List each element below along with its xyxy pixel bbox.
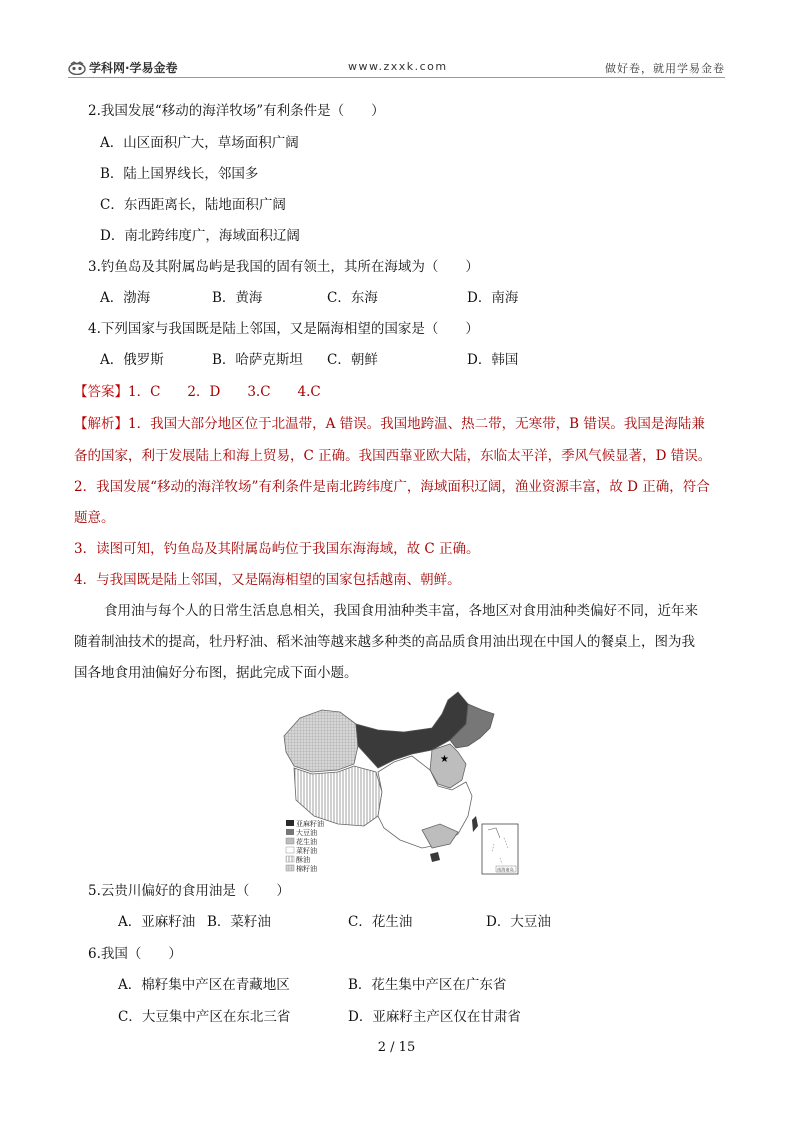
page-number: 2 / 15: [377, 1040, 416, 1055]
q4-stem: 4.下列国家与我国既是陆上邻国，又是隔海相望的国家是（ ）: [88, 321, 479, 337]
q3-option-d: D．南海: [467, 290, 519, 306]
q5-stem: 5.云贵川偏好的食用油是（ ）: [88, 883, 290, 899]
legend-rapeseed: 菜籽油: [296, 847, 317, 855]
q3-option-c: C．东海: [327, 290, 378, 306]
region-taiwan: [472, 816, 478, 832]
intro-line-1: 食用油与每个人的日常生活息息相关，我国食用油种类丰富，各地区对食用油种类偏好不同，近年来: [104, 603, 698, 619]
q4-option-a: A．俄罗斯: [100, 352, 164, 368]
q2-option-d: D．南北跨纬度广，海域面积辽阔: [100, 228, 300, 244]
south-china-sea-inset: [482, 824, 518, 874]
page-header: [68, 57, 725, 78]
inset-label: 南海诸岛: [497, 867, 514, 872]
region-xinjiang: [284, 710, 358, 772]
analysis-text-1: 1．我国大部分地区位于北温带，A 错误。我国地跨温、热二带，无寒带，B 错误。我国是海陆兼: [128, 416, 705, 432]
q4-option-d: D．韩国: [467, 352, 519, 368]
q5-option-d: D．大豆油: [486, 914, 551, 930]
q4-option-c: C．朝鲜: [327, 352, 378, 368]
q6-option-c: C．大豆集中产区在东北三省: [118, 1009, 291, 1025]
brand-name: 学科网·学易金卷: [89, 61, 178, 75]
legend-cottonseed: 棉籽油: [296, 865, 317, 873]
brand: [68, 59, 178, 76]
analysis-line-6: 4．与我国既是陆上邻国，又是隔海相望的国家包括越南、朝鲜。: [74, 572, 461, 588]
q6-stem: 6.我国（ ）: [88, 946, 182, 962]
site-url: www.zxxk.com: [348, 60, 448, 73]
legend-flaxseed: 亚麻籽油: [296, 820, 324, 828]
answer-tag: 【答案】: [74, 384, 128, 400]
q5-option-c: C．花生油: [348, 914, 413, 930]
q2-option-a: A．山区面积广大，草场面积广阔: [100, 135, 299, 151]
analysis-line-2: 备的国家，利于发展陆上和海上贸易，C 正确。我国西靠亚欧大陆，东临太平洋，季风气候显著，D 错误。: [74, 448, 712, 464]
legend-ghee: 酥油: [296, 856, 310, 864]
q3-option-b: B．黄海: [212, 290, 263, 306]
map-legend: [286, 819, 324, 873]
q6-option-b: B．花生集中产区在广东省: [348, 977, 507, 993]
analysis-line-3: 2．我国发展“移动的海洋牧场”有利条件是南北跨纬度广，海域面积辽阔，渔业资源丰富，故 D 正确，符合: [74, 479, 710, 495]
q2-option-b: B．陆上国界线长，邻国多: [100, 166, 259, 182]
header-slogan: 做好卷，就用学易金卷: [605, 62, 725, 75]
q5-option-a: A．亚麻籽油: [118, 914, 196, 930]
intro-line-2: 随着制油技术的提高，牡丹籽油、稻米油等越来越多种类的高品质食用油出现在中国人的餐桌上，图为我: [74, 634, 695, 650]
q3-option-a: A．渤海: [100, 290, 151, 306]
capital-star-icon: ★: [440, 754, 449, 765]
logo-icon: [68, 61, 86, 75]
q6-option-d: D．亚麻籽主产区仅在甘肃省: [348, 1009, 521, 1025]
region-hainan: [430, 852, 440, 862]
analysis-line-1: [74, 414, 705, 434]
q2-stem: 2.我国发展“移动的海洋牧场”有利条件是（ ）: [88, 103, 385, 119]
q3-stem: 3.钓鱼岛及其附属岛屿是我国的固有领土，其所在海域为（ ）: [88, 259, 479, 275]
answer-line: [74, 382, 321, 402]
analysis-line-5: 3．读图可知，钓鱼岛及其附属岛屿位于我国东海海域，故 C 正确。: [74, 541, 480, 557]
region-tibet: [294, 766, 382, 826]
analysis-line-4: 题意。: [74, 510, 115, 526]
answer-text: 1．C 2．D 3.C 4.C: [128, 384, 321, 400]
analysis-tag: 【解析】: [74, 416, 128, 432]
q6-option-a: A．棉籽集中产区在青藏地区: [118, 977, 290, 993]
q2-option-c: C．东西距离长，陆地面积广阔: [100, 197, 286, 213]
intro-line-3: 国各地食用油偏好分布图，据此完成下面小题。: [74, 665, 358, 681]
legend-soybean: 大豆油: [296, 829, 317, 837]
q4-option-b: B．哈萨克斯坦: [212, 352, 303, 368]
oil-preference-map: [282, 688, 522, 878]
q5-option-b: B．菜籽油: [207, 914, 271, 930]
legend-peanut: 花生油: [296, 838, 317, 846]
